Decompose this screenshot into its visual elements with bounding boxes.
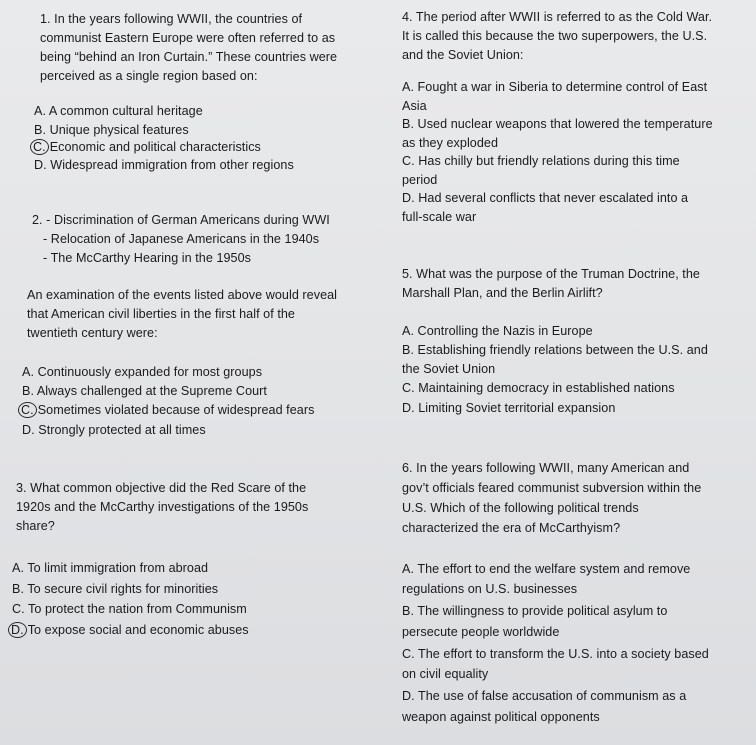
q3-stem-line: share? [16, 519, 55, 533]
q5-option-line: A. Controlling the Nazis in Europe [402, 324, 593, 338]
q6-option-line: B. The willingness to provide political asylum to [402, 604, 668, 618]
q6-option-line: C. The effort to transform the U.S. into a society based [402, 647, 709, 661]
q1-option-b: B. Unique physical features [34, 123, 189, 137]
q2-option-a: A. Continuously expanded for most groups [22, 365, 263, 379]
q2-option-c: C. Sometimes violated because of widespread fears [22, 401, 314, 419]
q2-prompt-line: twentieth century were: [27, 326, 158, 340]
q1-option-d: D. Widespread immigration from other regions [34, 158, 294, 172]
right-column [370, 0, 756, 745]
q1-stem-line: 1. In the years following WWII, the countries of [40, 12, 303, 26]
q4-option-line: full-scale war [402, 210, 477, 224]
q1-stem-line: communist Eastern Europe were often referred to as [40, 31, 336, 45]
q6-stem-line: gov’t officials feared communist subversion within the [402, 481, 702, 495]
q3-stem-line: 3. What common objective did the Red Scare of the [16, 481, 307, 495]
q3-option-c: C. To protect the nation from Communism [12, 602, 247, 616]
q3-option-a: A. To limit immigration from abroad [12, 561, 209, 575]
q4-option-line: B. Used nuclear weapons that lowered the temperature [402, 117, 713, 131]
left-column [0, 0, 370, 745]
q2-stem-line: 2. - Discrimination of German Americans during WWI [32, 213, 330, 227]
q2-stem-line: - Relocation of Japanese Americans in the 1940s [43, 232, 320, 246]
q6-option-line: weapon against political opponents [402, 710, 600, 724]
q5-stem-line: 5. What was the purpose of the Truman Doctrine, the [402, 267, 700, 281]
q5-stem-line: Marshall Plan, and the Berlin Airlift? [402, 286, 603, 300]
q6-option-line: regulations on U.S. businesses [402, 582, 578, 596]
q6-stem-line: characterized the era of McCarthyism? [402, 521, 621, 535]
q2-stem-line: - The McCarthy Hearing in the 1950s [43, 251, 252, 265]
q3-option-d: D. To expose social and economic abuses [12, 621, 249, 639]
q5-option-line: D. Limiting Soviet territorial expansion [402, 401, 616, 415]
q2-prompt-line: that American civil liberties in the first half of the [27, 307, 295, 321]
q6-option-line: on civil equality [402, 667, 489, 681]
q4-stem-line: and the Soviet Union: [402, 48, 524, 62]
answer-circle: D. [8, 622, 27, 638]
q4-option-line: D. Had several conflicts that never escalated into a [402, 191, 689, 205]
q1-stem-line: being “behind an Iron Curtain.” These countries were [40, 50, 338, 64]
q2-option-b: B. Always challenged at the Supreme Court [22, 384, 267, 398]
answer-circle: C. [30, 139, 49, 155]
q1-stem-line: perceived as a single region based on: [40, 69, 258, 83]
q6-option-line: A. The effort to end the welfare system and remove [402, 562, 691, 576]
q4-option-line: A. Fought a war in Siberia to determine control of East [402, 80, 708, 94]
q1-option-c: C. Economic and political characteristics [34, 138, 261, 156]
q4-option-line: period [402, 173, 438, 187]
q4-stem-line: It is called this because the two superpowers, the U.S. [402, 29, 708, 43]
q1-option-a: A. A common cultural heritage [34, 104, 203, 118]
q3-option-b: B. To secure civil rights for minorities [12, 582, 219, 596]
q6-stem-line: U.S. Which of the following political trends [402, 501, 639, 515]
q5-option-line: B. Establishing friendly relations between the U.S. and [402, 343, 708, 357]
q6-option-line: D. The use of false accusation of communism as a [402, 689, 687, 703]
q4-option-line: C. Has chilly but friendly relations during this time [402, 154, 680, 168]
q4-option-line: Asia [402, 99, 427, 113]
q4-stem-line: 4. The period after WWII is referred to as the Cold War. [402, 10, 713, 24]
q6-option-line: persecute people worldwide [402, 625, 560, 639]
answer-circle: C. [18, 402, 37, 418]
q6-stem-line: 6. In the years following WWII, many American and [402, 461, 690, 475]
q2-prompt-line: An examination of the events listed above would reveal [27, 288, 338, 302]
q5-option-line: the Soviet Union [402, 362, 496, 376]
q5-option-line: C. Maintaining democracy in established nations [402, 381, 675, 395]
q2-option-d: D. Strongly protected at all times [22, 423, 206, 437]
q3-stem-line: 1920s and the McCarthy investigations of the 1950s [16, 500, 309, 514]
q4-option-line: as they exploded [402, 136, 499, 150]
